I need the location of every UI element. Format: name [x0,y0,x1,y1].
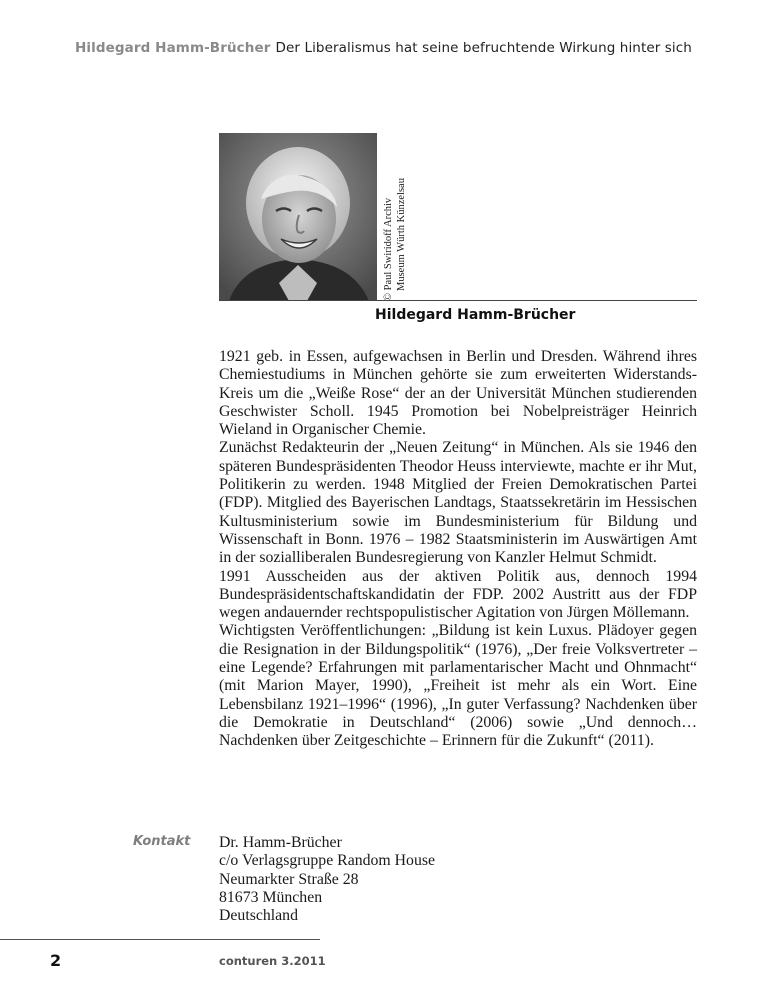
contact-label: Kontakt [133,834,191,849]
portrait-photo [219,133,377,301]
bio-paragraph: 1921 geb. in Essen, aufgewachsen in Berlin und Dresden. Während ihres Chemiestudiums in München gehörte sie zum erweiterten Widerstands-Kreis um die „Weiße Rose“ der an der Universität München studierenden Geschwister Scholl. 1945 Promotion bei Nobelpreisträger Heinrich Wieland in Organischer Chemie. [219,348,697,439]
bio-paragraph: 1991 Ausscheiden aus der aktiven Politik aus, dennoch 1994 Bundespräsidentschaftskandidatin der FDP. 2002 Austritt aus der FDP wegen andauernder rechtspopulistischer Agitation von Jürgen Möllemann. [219,567,697,622]
contact-line: 81673 München [219,888,323,906]
contact-line: Dr. Hamm-Brücher [219,834,342,851]
bio-paragraph: Wichtigsten Veröffentlichungen: „Bildung ist kein Luxus. Plädoyer gegen die Resignation in der Bildungspolitik“ (1976), „Der freie Volksvertreter – eine Legende? Erfahrungen mit parlamentarischer Macht und Ohnmacht“ (mit Marion Mayer, 1990), „Freiheit ist mehr als ein Wort. Eine Lebensbilanz 1921–1996“ (1996), „In guter Verfassung? Nachdenken über die Demokratie in Deutschland“ (2006) sowie „Und dennoch… Nachdenken über Zeitgeschichte – Erinnern für die Zukunft“ (2011). [219,622,697,750]
footer-rule [0,939,320,940]
photo-credit-line-2: Museum Würth Künzelsau [396,178,407,291]
photo-credit-line-1: © Paul Swiridoff Archiv [383,197,394,301]
header-article-title: Der Liberalismus hat seine befruchtende Wirkung hinter sich [275,40,692,56]
caption-rule [219,300,697,301]
photo-caption: Hildegard Hamm-Brücher [375,307,576,323]
running-header [75,40,692,56]
header-author: Hildegard Hamm-Brücher [75,40,271,56]
biography-text [219,348,697,751]
portrait-image [219,133,377,301]
contact-line: Neumarkter Straße 28 [219,870,359,888]
photo-credit [378,133,412,301]
contact-address [219,834,435,925]
contact-line: c/o Verlagsgruppe Random House [219,852,435,870]
page-number: 2 [50,951,62,970]
bio-paragraph: Zunächst Redakteurin der „Neuen Zeitung“ in München. Als sie 1946 den späteren Bundespräsidenten Theodor Heuss interviewte, machte er ihr Mut, Politikerin zu werden. 1948 Mitglied der Freien Demokratischen Partei (FDP). Mitglied des Bayerischen Landtags, Staatssekretärin im Hessischen Kultusministerium sowie im Bundesministerium für Bildung und Wissenschaft in Bonn. 1976 – 1982 Staatsministerin im Auswärtigen Amt in der sozialliberalen Bundesregierung von Kanzler Helmut Schmidt. [219,439,697,567]
journal-name: conturen 3.2011 [219,954,326,968]
contact-line: Deutschland [219,907,298,925]
